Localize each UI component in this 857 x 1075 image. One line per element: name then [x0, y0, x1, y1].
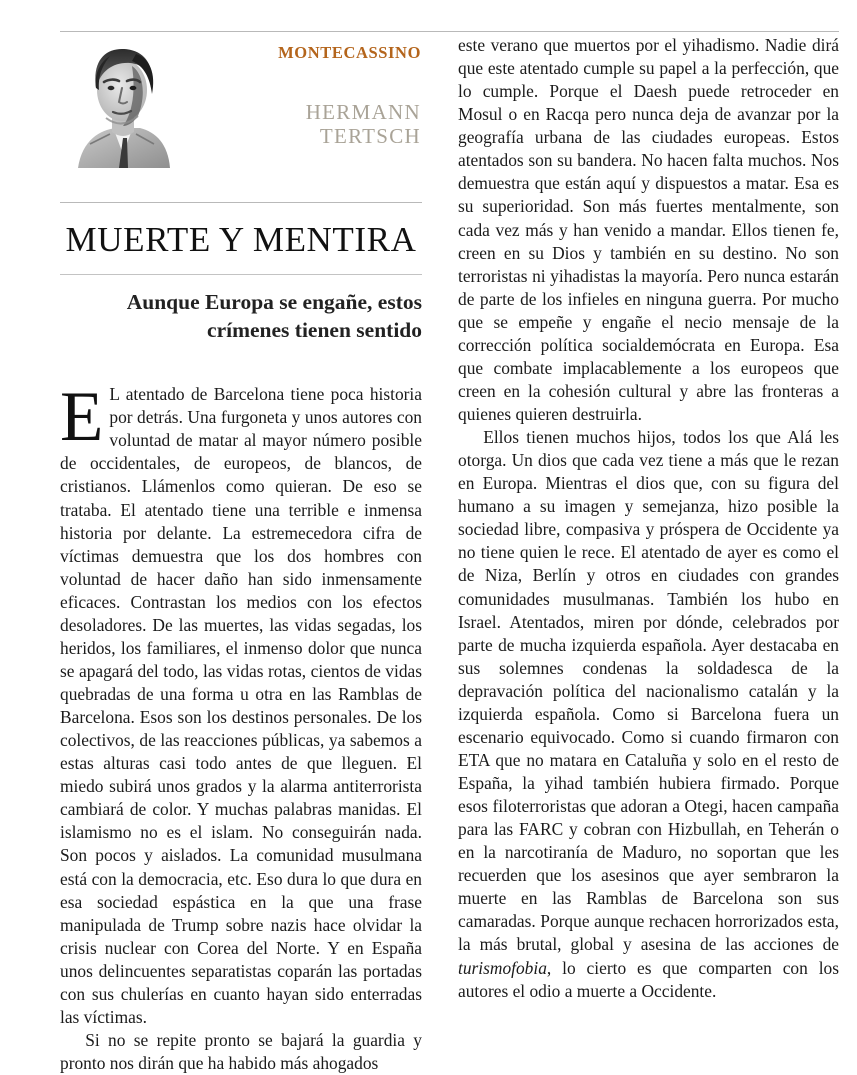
- paragraph-text: L atentado de Barcelona tiene poca historia por detrás. Una furgoneta y unos autores con voluntad de matar al mayor número posible de occidentales, de europeos, de blancos, de cristianos. Llámenlos como quieran. De eso se trataba. El atentado tiene una terrible e inmensa historia por delante. La estremecedora cifra de víctimas demuestra que los dos hombres con voluntad de hacer daño han sido inmensamente eficaces. Contrastan los medios con los efectos desoladores. De las muertes, las vidas segadas, los heridos, los familiares, el inmenso dolor que nunca se apagará del todo, las vidas rotas, cientos de vidas quebradas de una forma u otra en las Ramblas de Barcelona. Esos son los destinos personales. De los colectivos, de las reacciones públicas, ya sabemos a estas alturas casi todo antes de que lleguen. El miedo subirá unos grados y la alarma antiterrorista cambiará de color. Y muchas palabras manidas. El islamismo no es el islam. No conseguirán nada. Son pocos y aislados. La comunidad musulmana está con la democracia, etc. Eso dura lo que dura en esa sociedad espástica en la que una frase manipulada de Trump sobre nazis hace olvidar la crisis nuclear con Corea del Norte. Y en España unos delincuentes separatistas coparán las portadas con sus chulerías en cuanto hayan sido enterradas las víctimas.: [60, 384, 422, 1027]
- rule-below-headline: [60, 274, 422, 275]
- author-first-name: HERMANN: [305, 100, 421, 124]
- paragraph: [458, 426, 839, 1003]
- right-column-body: [458, 34, 839, 1003]
- paragraph: [60, 378, 422, 1029]
- author-last-name: TERTSCH: [319, 123, 421, 148]
- paragraph: [458, 34, 839, 426]
- page-top-rule: [60, 31, 839, 32]
- paragraph-text: Ellos tienen muchos hijos, todos los que Alá les otorga. Un dios que cada vez tiene a más que le rezan en Europa. Mientras el dios que, con su figura del humano a su imagen y semejanza, hizo posible la sociedad libre, compasiva y próspera de Occidente ya no tiene quien le rece. El atentado de ayer es como el de Niza, Berlín y otros en ciudades con grandes comunidades musulmanas. También los hubo en Israel. Atentados, miren por dónde, celebrados por parte de mucha izquierda española. Ayer destacaba en sus solemnes condenas la soldadesca de la depravación política del nacionalismo catalán y la izquierda española. Como si Barcelona fuera un escenario equivocado. Como si cuando firmaron con ETA que no matara en Cataluña y solo en el resto de España, la yihad también hubiera firmado. Porque esos filoterroristas que adoran a Otegi, hacen campaña para las FARC y cobran con Hizbullah, en Teherán o en la narcotiranía de Maduro, no soportan que les recuerden que los asesinos que ayer sembraron la muerte en las Ramblas de Barcelona son sus camaradas. Porque aunque rechacen horrorizados esta, la más brutal, global y asesina de las acciones de: [458, 427, 839, 955]
- column-masthead: [60, 34, 422, 186]
- standfirst: Aunque Europa se engañe, estos crímenes tienen sentido: [126, 290, 422, 342]
- author-portrait: [70, 34, 174, 168]
- right-column: [456, 34, 839, 1014]
- drop-cap: E: [60, 378, 104, 457]
- section-kicker[interactable]: MONTECASSINO: [278, 43, 421, 62]
- paragraph-text-end: , lo cierto es que comparten con los autores el odio a muerte a Occidente.: [458, 957, 839, 1001]
- emphasis-turismofobia: turismofobia: [458, 957, 547, 978]
- page-title: MUERTE Y MENTIRA: [65, 220, 417, 259]
- article-columns: [60, 34, 839, 1074]
- left-column-body: [60, 378, 422, 1075]
- rule-above-headline: [60, 202, 422, 203]
- paragraph: [60, 1029, 422, 1075]
- paragraph-text: este verano que muertos por el yihadismo. Nadie dirá que este atentado cumple su papel a la perfección, que lo cumple. Porque el Daesh puede retroceder en Mosul o en Racqa pero nunca deja de avanzar por la geografía urbana de las ciudades europeas. Estos atentados son su bandera. No hacen falta muchos. Nos demuestra que están aquí y dispuestos a matar. Esa es su superioridad. Son más fuertes mentalmente, son cada vez más y han venido a mandar. Ellos tienen fe, creen en su Dios y también en su destino. No son terroristas ni yihadistas la mayoría. Pero nunca estarán de parte de los infieles en ninguna guerra. Por mucho que se empeñe y engañe el necio mensaje de la corrección política socialdemócrata en Europa. Esa que combate implacablemente a los europeos que creen en la cohesión cultural y abre las fronteras a quienes quieren destruirla.: [458, 35, 839, 424]
- paragraph-text: Si no se repite pronto se bajará la guardia y pronto nos dirán que ha habido más ahogados: [60, 1029, 422, 1074]
- left-column: [60, 34, 456, 1074]
